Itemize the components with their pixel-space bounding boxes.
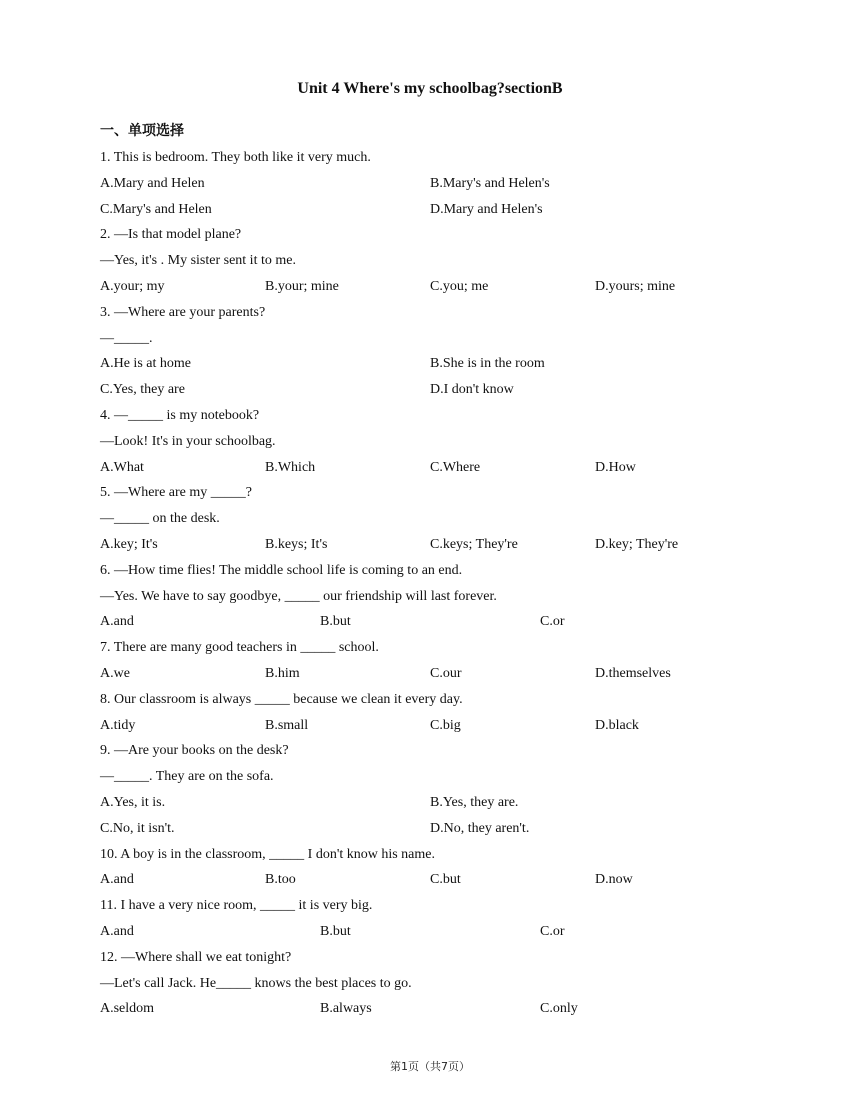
option-row xyxy=(100,819,800,845)
answer-option[interactable]: B.keys; It's xyxy=(265,536,328,552)
option-row xyxy=(100,716,800,742)
option-row xyxy=(100,664,800,690)
question-stem: 11. I have a very nice room, _____ it is very big. xyxy=(100,898,373,914)
answer-option[interactable]: D.No, they aren't. xyxy=(430,820,530,836)
option-row xyxy=(100,380,800,406)
answer-option[interactable]: B.too xyxy=(265,872,296,888)
answer-option[interactable]: A.and xyxy=(100,923,134,939)
question-10 xyxy=(100,845,800,897)
answer-option[interactable]: D.now xyxy=(595,872,633,888)
question-stem: 2. —Is that model plane? xyxy=(100,227,242,243)
answer-option[interactable]: C.or xyxy=(540,923,565,939)
question-dialogue-line: —Let's call Jack. He_____ knows the best places to go. xyxy=(100,975,412,991)
question-2 xyxy=(100,225,800,302)
answer-option[interactable]: C.but xyxy=(430,872,461,888)
answer-option[interactable]: C.or xyxy=(540,614,565,630)
question-4 xyxy=(100,406,800,483)
answer-option[interactable]: C.you; me xyxy=(430,278,489,294)
question-stem: 4. —_____ is my notebook? xyxy=(100,407,260,423)
page-footer: 第1页（共7页） xyxy=(390,1060,470,1073)
answer-option[interactable]: A.He is at home xyxy=(100,356,191,372)
answer-option[interactable]: D.Mary and Helen's xyxy=(430,201,543,217)
answer-option[interactable]: C.Where xyxy=(430,459,481,475)
answer-option[interactable]: A.Mary and Helen xyxy=(100,175,205,191)
answer-option[interactable]: B.Mary's and Helen's xyxy=(430,175,550,191)
answer-option[interactable]: C.keys; They're xyxy=(430,536,518,552)
question-stem: 6. —How time flies! The middle school life is coming to an end. xyxy=(100,562,463,578)
option-row xyxy=(100,793,800,819)
answer-option[interactable]: C.Yes, they are xyxy=(100,382,185,398)
question-8 xyxy=(100,690,800,742)
answer-option[interactable]: B.Yes, they are. xyxy=(430,794,519,810)
question-stem: 1. This is bedroom. They both like it very much. xyxy=(100,150,371,165)
option-row xyxy=(100,999,800,1025)
answer-option[interactable]: D.yours; mine xyxy=(595,278,676,294)
answer-option[interactable]: A.key; It's xyxy=(100,536,158,552)
answer-option[interactable]: D.key; They're xyxy=(595,536,679,552)
answer-option[interactable]: C.our xyxy=(430,665,462,681)
answer-option[interactable]: C.big xyxy=(430,717,461,733)
answer-option[interactable]: B.small xyxy=(265,717,309,733)
option-row xyxy=(100,277,800,303)
answer-option[interactable]: B.your; mine xyxy=(265,278,339,294)
question-list xyxy=(100,148,800,1025)
question-stem: 9. —Are your books on the desk? xyxy=(100,743,289,759)
question-dialogue-line: —_____. xyxy=(100,330,153,346)
answer-option[interactable]: A.your; my xyxy=(100,278,165,294)
answer-option[interactable]: C.No, it isn't. xyxy=(100,820,175,836)
option-row xyxy=(100,535,800,561)
option-row xyxy=(100,458,800,484)
answer-option[interactable]: B.but xyxy=(320,614,351,630)
question-dialogue-line: —Yes. We have to say goodbye, _____ our friendship will last forever. xyxy=(100,588,497,604)
question-7 xyxy=(100,638,800,690)
answer-option[interactable]: C.Mary's and Helen xyxy=(100,201,212,217)
option-row xyxy=(100,870,800,896)
question-9 xyxy=(100,741,800,844)
answer-option[interactable]: A.we xyxy=(100,665,130,681)
answer-option[interactable]: B.but xyxy=(320,923,351,939)
question-12 xyxy=(100,948,800,1025)
answer-option[interactable]: A.Yes, it is. xyxy=(100,794,166,810)
option-row xyxy=(100,354,800,380)
question-dialogue-line: —_____ on the desk. xyxy=(100,511,220,527)
question-1 xyxy=(100,148,800,225)
answer-option[interactable]: D.How xyxy=(595,459,636,475)
option-row xyxy=(100,922,800,948)
option-row xyxy=(100,174,800,200)
question-dialogue-line: —Look! It's in your schoolbag. xyxy=(100,433,276,449)
answer-option[interactable]: A.seldom xyxy=(100,1001,155,1017)
question-stem: 12. —Where shall we eat tonight? xyxy=(100,949,292,965)
option-row xyxy=(100,200,800,226)
question-5 xyxy=(100,483,800,560)
question-stem: 3. —Where are your parents? xyxy=(100,304,266,320)
page-title: Unit 4 Where's my schoolbag?sectionB xyxy=(297,80,563,97)
question-stem: 7. There are many good teachers in _____ school. xyxy=(100,640,379,656)
answer-option[interactable]: B.She is in the room xyxy=(430,356,545,372)
question-11 xyxy=(100,896,800,948)
question-dialogue-line: —_____. They are on the sofa. xyxy=(100,769,274,785)
answer-option[interactable]: C.only xyxy=(540,1001,578,1017)
answer-option[interactable]: B.Which xyxy=(265,459,316,475)
answer-option[interactable]: B.him xyxy=(265,665,300,681)
section-heading: 一、单项选择 xyxy=(100,123,184,139)
question-3 xyxy=(100,303,800,406)
question-stem: 5. —Where are my _____? xyxy=(100,485,252,501)
option-row xyxy=(100,612,800,638)
answer-option[interactable]: A.and xyxy=(100,872,134,888)
question-6 xyxy=(100,561,800,638)
answer-option[interactable]: A.tidy xyxy=(100,717,136,733)
answer-option[interactable]: B.always xyxy=(320,1001,372,1017)
answer-option[interactable]: D.black xyxy=(595,717,639,733)
answer-option[interactable]: D.I don't know xyxy=(430,382,514,398)
question-stem: 10. A boy is in the classroom, _____ I don't know his name. xyxy=(100,846,436,862)
answer-option[interactable]: D.themselves xyxy=(595,665,671,681)
question-stem: 8. Our classroom is always _____ because we clean it every day. xyxy=(100,691,463,707)
answer-option[interactable]: A.and xyxy=(100,614,134,630)
question-dialogue-line: —Yes, it's . My sister sent it to me. xyxy=(100,253,296,269)
answer-option[interactable]: A.What xyxy=(100,459,144,475)
